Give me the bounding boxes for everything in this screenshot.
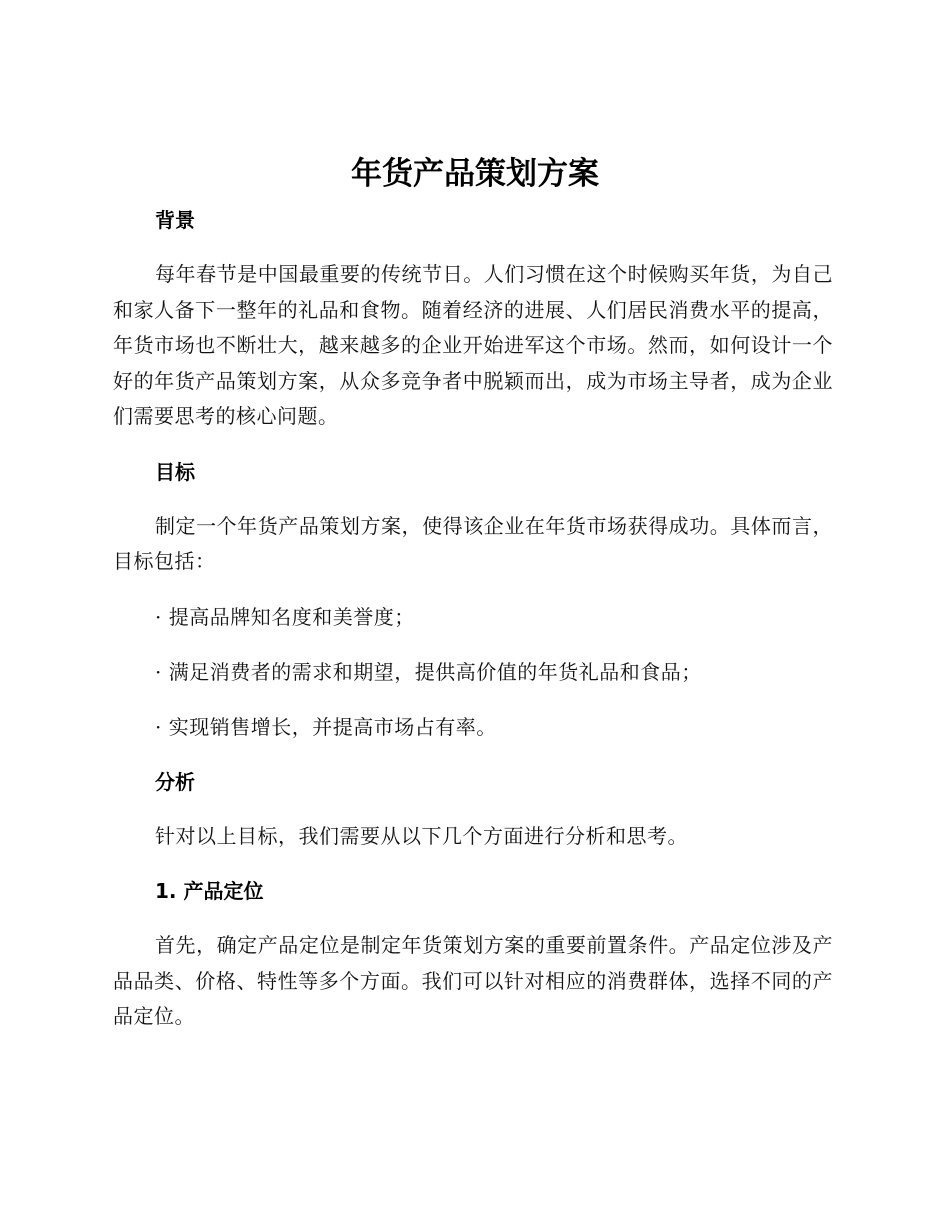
paragraph-background: 每年春节是中国最重要的传统节日。人们习惯在这个时候购买年货，为自己和家人备下一整年的礼品和食物。随着经济的进展、人们居民消费水平的提高，年货市场也不断壮大，越来越多的企业开始进军这个市场。然而，如何设计一个好的年货产品策划方案，从众多竞争者中脱颖而出，成为市场主导者，成为企业们需要思考的核心问题。 [113, 262, 833, 428]
paragraph-goal: 制定一个年货产品策划方案，使得该企业在年货市场获得成功。具体而言，目标包括： [113, 513, 833, 573]
heading-analysis: 分析 [155, 769, 195, 794]
paragraph-analysis: 针对以上目标，我们需要从以下几个方面进行分析和思考。 [155, 823, 688, 848]
goal-bullet-1: · 提高品牌知名度和美誉度； [155, 604, 415, 629]
document-body [113, 202, 833, 1035]
document-title: 年货产品策划方案 [351, 156, 599, 192]
goal-bullet-3: · 实现销售增长，并提高市场占有率。 [155, 714, 497, 739]
heading-positioning: 1. 产品定位 [155, 879, 264, 903]
goal-bullet-2: · 满足消费者的需求和期望，提供高价值的年货礼品和食品； [155, 659, 702, 684]
heading-background: 背景 [155, 208, 195, 232]
paragraph-positioning: 首先，确定产品定位是制定年货策划方案的重要前置条件。产品定位涉及产品品类、价格、特性等多个方面。我们可以针对相应的消费群体，选择不同的产品定位。 [113, 933, 833, 1028]
heading-goal: 目标 [155, 459, 195, 484]
